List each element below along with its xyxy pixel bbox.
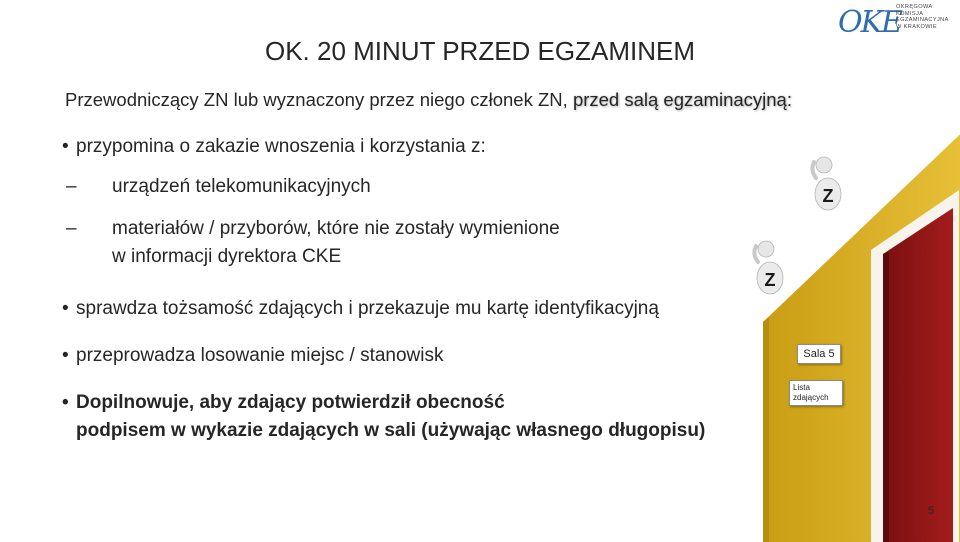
slide-title: OK. 20 MINUT PRZED EGZAMINEM <box>264 36 695 66</box>
logo-text: OKRĘGOWA KOMISJA EGZAMINACYJNA W KRAKOWIE <box>896 4 949 30</box>
figure-letter: Z <box>822 186 834 206</box>
person-figure-2 <box>750 240 790 298</box>
bullet-item-4: • Dopilnowuje, aby zdający potwierdził obecność podpisem w wykazie zdających w sali (używając własnego długopisu) <box>62 389 705 445</box>
dash-marker: – <box>66 176 77 197</box>
bullet-item-1: • przypomina o zakazie wnoszenia i korzystania z: <box>62 133 486 161</box>
figure-head <box>816 157 832 173</box>
person-figure-1 <box>808 156 848 214</box>
logo-mark: OKE <box>838 5 901 40</box>
exam-room-wall-illustration <box>763 122 960 542</box>
bullet-item-2: • sprawdza tożsamość zdających i przekazuje mu kartę identyfikacyjną <box>62 295 659 323</box>
sub-item-1: – urządzeń telekomunikacyjnych <box>66 173 371 201</box>
bullet-item-3: • przeprowadza losowanie miejsc / stanowisk <box>62 342 444 370</box>
figure-head <box>758 241 774 257</box>
student-list-sign: Lista zdających <box>789 380 843 406</box>
wall-edge <box>763 317 769 542</box>
figure-letter: Z <box>764 270 776 290</box>
dash-marker: – <box>66 218 77 239</box>
intro-highlight: przed salą egzaminacyjną: <box>572 89 792 110</box>
sub-item-2: – materiałów / przyborów, które nie zostały wymienione w informacji dyrektora CKE <box>66 215 560 271</box>
bullet-marker: • <box>62 392 69 413</box>
intro-text <box>65 89 792 111</box>
figure-arm <box>812 162 816 178</box>
bullet-marker: • <box>62 345 69 366</box>
figure-arm <box>754 246 758 262</box>
intro-prefix: Przewodniczący ZN lub wyznaczony przez niego członek ZN, <box>65 89 568 110</box>
door <box>883 208 953 542</box>
door-shadow <box>883 252 889 542</box>
page-number: 5 <box>928 505 935 517</box>
bullet-marker: • <box>62 136 69 157</box>
bullet-marker: • <box>62 298 69 319</box>
room-label: Sala 5 <box>797 344 841 364</box>
